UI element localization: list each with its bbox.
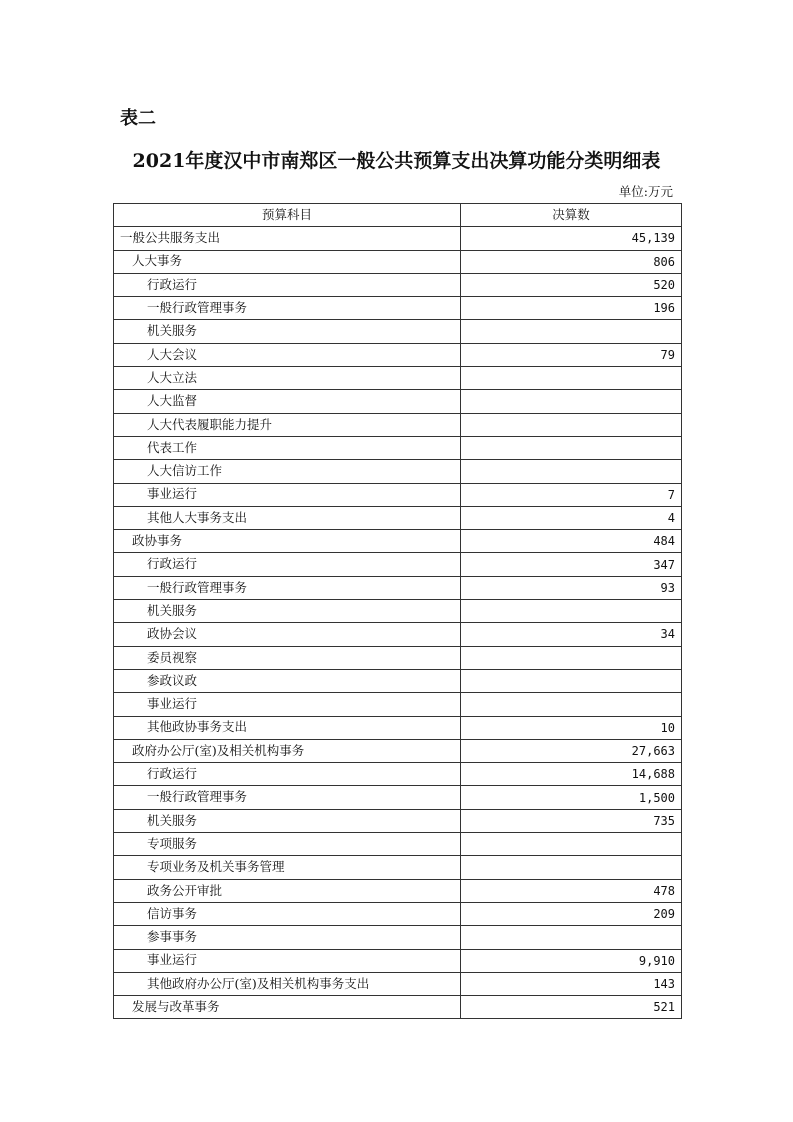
budget-subject-cell: 委员视察 <box>114 646 461 669</box>
budget-subject-cell: 人大信访工作 <box>114 460 461 483</box>
amount-cell: 1,500 <box>461 786 682 809</box>
amount-cell <box>461 669 682 692</box>
amount-cell: 806 <box>461 250 682 273</box>
budget-subject-cell: 一般行政管理事务 <box>114 786 461 809</box>
budget-subject-cell: 政府办公厅(室)及相关机构事务 <box>114 739 461 762</box>
amount-cell <box>461 413 682 436</box>
budget-subject-cell: 一般行政管理事务 <box>114 576 461 599</box>
amount-cell: 735 <box>461 809 682 832</box>
table-row <box>114 669 682 692</box>
budget-subject-cell: 政协会议 <box>114 623 461 646</box>
amount-cell: 143 <box>461 972 682 995</box>
table-row <box>114 739 682 762</box>
amount-cell <box>461 833 682 856</box>
table-row <box>114 856 682 879</box>
budget-subject-cell: 行政运行 <box>114 763 461 786</box>
table-row <box>114 227 682 250</box>
budget-subject-cell: 事业运行 <box>114 949 461 972</box>
table-row <box>114 786 682 809</box>
table-header-row <box>114 204 682 227</box>
page-title: 2021年度汉中市南郑区一般公共预算支出决算功能分类明细表 <box>132 150 661 172</box>
amount-cell: 520 <box>461 273 682 296</box>
table-row <box>114 273 682 296</box>
amount-cell <box>461 367 682 390</box>
budget-subject-cell: 机关服务 <box>114 600 461 623</box>
table-row <box>114 250 682 273</box>
amount-cell <box>461 460 682 483</box>
budget-subject-cell: 事业运行 <box>114 693 461 716</box>
table-row <box>114 833 682 856</box>
budget-subject-cell: 参事事务 <box>114 926 461 949</box>
table-row <box>114 600 682 623</box>
budget-subject-cell: 一般公共服务支出 <box>114 227 461 250</box>
table-row <box>114 972 682 995</box>
budget-table <box>113 203 682 1019</box>
budget-subject-cell: 其他政协事务支出 <box>114 716 461 739</box>
budget-subject-cell: 机关服务 <box>114 809 461 832</box>
table-row <box>114 343 682 366</box>
table-row <box>114 716 682 739</box>
table-row <box>114 483 682 506</box>
table-row <box>114 530 682 553</box>
budget-subject-cell: 事业运行 <box>114 483 461 506</box>
budget-subject-cell: 信访事务 <box>114 902 461 925</box>
budget-subject-cell: 其他人大事务支出 <box>114 506 461 529</box>
amount-cell: 4 <box>461 506 682 529</box>
amount-cell: 10 <box>461 716 682 739</box>
budget-subject-cell: 参政议政 <box>114 669 461 692</box>
table-row <box>114 320 682 343</box>
table-row <box>114 996 682 1019</box>
amount-cell: 14,688 <box>461 763 682 786</box>
amount-cell <box>461 436 682 459</box>
table-row <box>114 390 682 413</box>
unit-note: 单位:万元 <box>618 184 673 199</box>
budget-subject-cell: 人大会议 <box>114 343 461 366</box>
table-row <box>114 902 682 925</box>
amount-cell: 209 <box>461 902 682 925</box>
budget-subject-cell: 代表工作 <box>114 436 461 459</box>
amount-cell <box>461 926 682 949</box>
budget-subject-cell: 一般行政管理事务 <box>114 297 461 320</box>
column-header-subject: 预算科目 <box>114 204 461 227</box>
table-row <box>114 367 682 390</box>
amount-cell: 484 <box>461 530 682 553</box>
budget-subject-cell: 行政运行 <box>114 273 461 296</box>
column-header-amount: 决算数 <box>461 204 682 227</box>
amount-cell: 478 <box>461 879 682 902</box>
amount-cell <box>461 856 682 879</box>
budget-subject-cell: 其他政府办公厅(室)及相关机构事务支出 <box>114 972 461 995</box>
budget-subject-cell: 政协事务 <box>114 530 461 553</box>
table-row <box>114 763 682 786</box>
budget-subject-cell: 人大事务 <box>114 250 461 273</box>
amount-cell: 7 <box>461 483 682 506</box>
table-row <box>114 553 682 576</box>
amount-cell: 45,139 <box>461 227 682 250</box>
table-row <box>114 460 682 483</box>
amount-cell: 196 <box>461 297 682 320</box>
table-row <box>114 809 682 832</box>
amount-cell <box>461 693 682 716</box>
table-row <box>114 949 682 972</box>
budget-subject-cell: 专项服务 <box>114 833 461 856</box>
budget-subject-cell: 政务公开审批 <box>114 879 461 902</box>
table-row <box>114 413 682 436</box>
amount-cell: 93 <box>461 576 682 599</box>
table-row <box>114 693 682 716</box>
budget-subject-cell: 人大立法 <box>114 367 461 390</box>
amount-cell <box>461 646 682 669</box>
amount-cell: 521 <box>461 996 682 1019</box>
amount-cell: 34 <box>461 623 682 646</box>
budget-subject-cell: 行政运行 <box>114 553 461 576</box>
budget-subject-cell: 机关服务 <box>114 320 461 343</box>
amount-cell: 27,663 <box>461 739 682 762</box>
amount-cell <box>461 390 682 413</box>
table-row <box>114 297 682 320</box>
table-row <box>114 623 682 646</box>
table-label: 表二 <box>120 108 156 129</box>
budget-subject-cell: 人大代表履职能力提升 <box>114 413 461 436</box>
table-row <box>114 879 682 902</box>
table-row <box>114 506 682 529</box>
budget-subject-cell: 发展与改革事务 <box>114 996 461 1019</box>
table-row <box>114 436 682 459</box>
table-row <box>114 926 682 949</box>
table-row <box>114 576 682 599</box>
budget-subject-cell: 专项业务及机关事务管理 <box>114 856 461 879</box>
amount-cell <box>461 320 682 343</box>
amount-cell <box>461 600 682 623</box>
budget-subject-cell: 人大监督 <box>114 390 461 413</box>
amount-cell: 347 <box>461 553 682 576</box>
table-body <box>114 227 682 1019</box>
table-row <box>114 646 682 669</box>
amount-cell: 9,910 <box>461 949 682 972</box>
amount-cell: 79 <box>461 343 682 366</box>
